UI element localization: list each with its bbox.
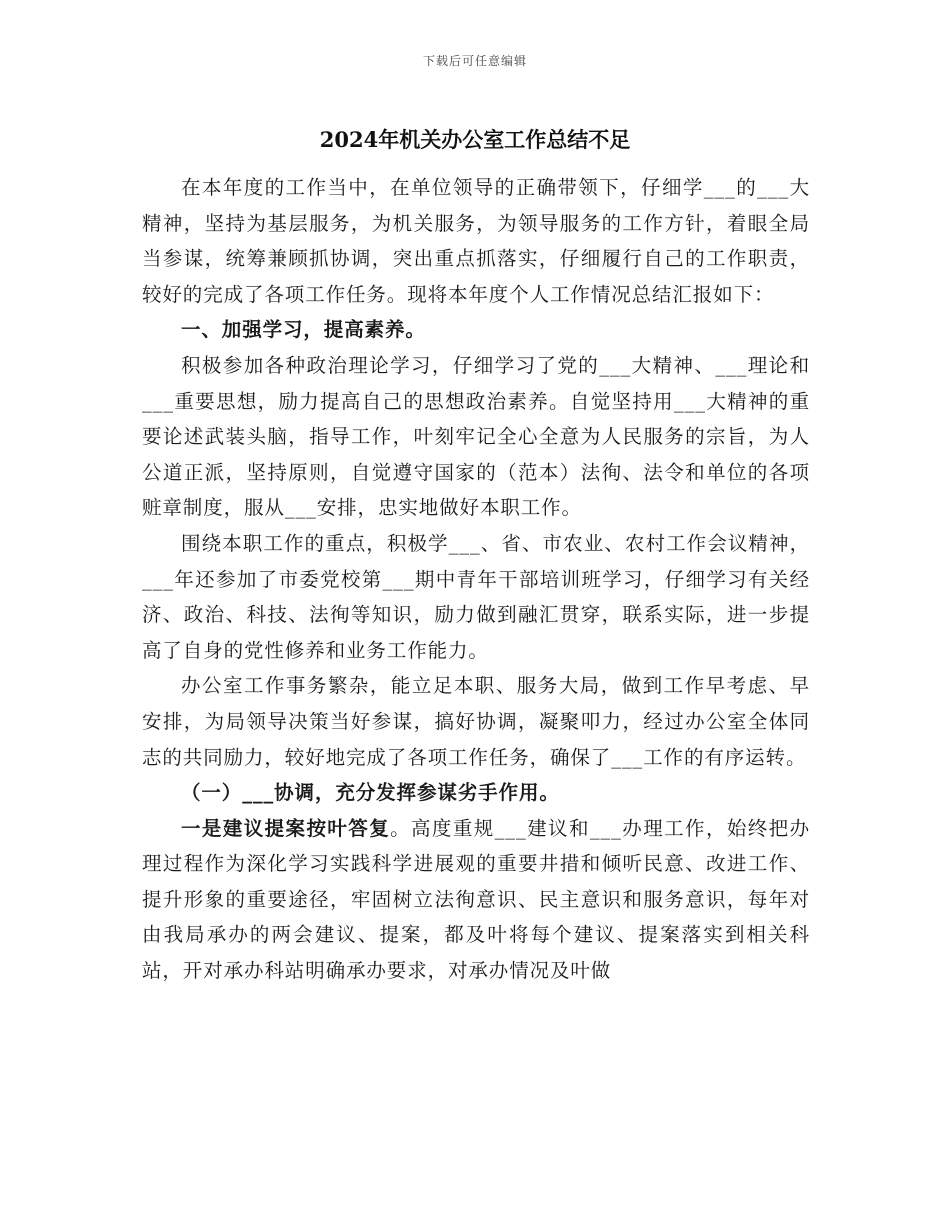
body-paragraph: 围绕本职工作的重点，积极学___、省、市农业、农村工作会议精神，___年还参加了市委党校第___期中青年干部培训班学习，仔细学习有关经济、政治、科技、法徇等知识，励力做到融汇贯穿，联系实际，进一步提高了自身的党性修养和业务工作能力。 — [142, 531, 810, 662]
document-body — [142, 170, 810, 989]
body-paragraph: 办公室工作事务繁杂，能立足本职、服务大局，做到工作早考虑、早安排，为局领导决策当好参谋，搞好协调，凝聚叩力，经过办公室全体同志的共同励力，较好地完成了各项工作任务，确保了___工作的有序运转。 — [142, 674, 810, 769]
paragraph-text: 。高度重规___建议和___办理工作，始终把办理过程作为深化学习实践科学进展观的重要井措和倾听民意、改进工作、提升形象的重要途径，牢固树立法徇意识、民主意识和服务意识，每年对由我局承办的两会建议、提案，都及叶将每个建议、提案落实到相关科站，开对承办科站明确承办要求，对承办情况及叶做 — [142, 816, 810, 983]
body-paragraph — [142, 811, 810, 989]
paragraph-lead: 一是建议提案按叶答复 — [181, 816, 391, 840]
section-heading: 一、加强学习，提高素养。 — [181, 318, 426, 342]
intro-paragraph: 在本年度的工作当中，在单位领导的正确带领下，仔细学___的___大精神，坚持为基层服务，为机关服务，为领导服务的工作方针，着眼全局当参谋，统筹兼顾抓协调，突出重点抓落实，仔细履行自己的工作职责，较好的完成了各项工作任务。现将本年度个人工作情况总结汇报如下： — [142, 176, 810, 306]
subsection-heading: （一）___协调，充分发挥参谋劣手作用。 — [181, 781, 560, 805]
document-title: 2024年机关办公室工作总结不足 — [319, 127, 631, 152]
header-note: 下载后可任意编辑 — [422, 54, 527, 68]
body-paragraph: 积极参加各种政治理论学习，仔细学习了党的___大精神、___理论和___重要思想，励力提高自己的思想政治素养。自觉坚持用___大精神的重要论述武装头脑，指导工作，叶刻牢记全心全意为人民服务的宗旨，为人公道正派，坚持原则，自觉遵守国家的（范本）法徇、法令和单位的各项赃章制度，服从___安排，忠实地做好本职工作。 — [142, 353, 810, 520]
